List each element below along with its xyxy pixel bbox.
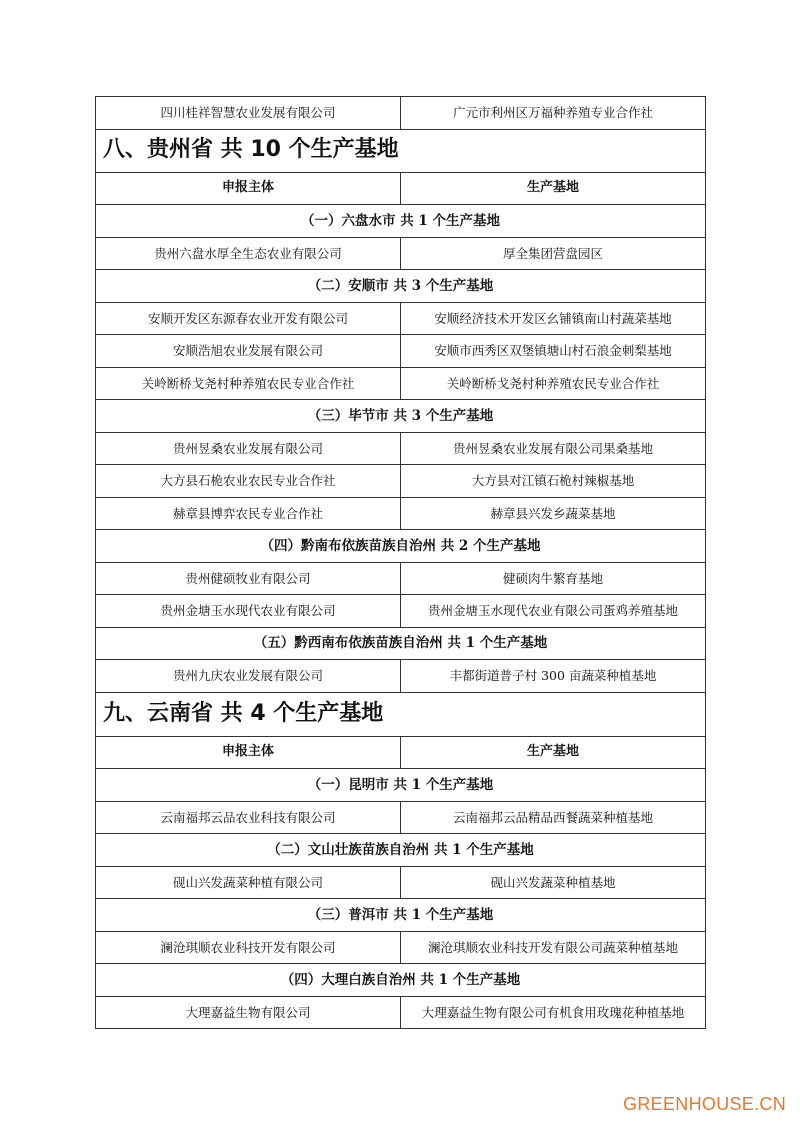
base-cell: 赫章县兴发乡蔬菜基地 [401, 497, 706, 530]
base-cell: 丰都街道普子村 300 亩蔬菜种植基地 [401, 660, 706, 693]
base-cell: 贵州金塘玉水现代农业有限公司蛋鸡养殖基地 [401, 595, 706, 628]
applicant-cell: 砚山兴发蔬菜种植有限公司 [96, 866, 401, 899]
province-heading: 八、贵州省 共 10 个生产基地 [96, 129, 706, 172]
province-heading-row [96, 692, 706, 736]
city-heading-row [96, 530, 706, 563]
applicant-cell: 贵州昱桑农业发展有限公司 [96, 432, 401, 465]
city-heading: （一）昆明市 共 1 个生产基地 [96, 769, 706, 802]
applicant-cell: 贵州六盘水厚全生态农业有限公司 [96, 237, 401, 270]
header-production-base: 生产基地 [401, 736, 706, 769]
base-cell: 厚全集团营盘园区 [401, 237, 706, 270]
table-row [96, 660, 706, 693]
applicant-cell: 安顺开发区东源春农业开发有限公司 [96, 302, 401, 335]
city-heading-row [96, 834, 706, 867]
base-cell: 健硕肉牛繁育基地 [401, 562, 706, 595]
city-heading: （三）普洱市 共 1 个生产基地 [96, 899, 706, 932]
table-row [96, 302, 706, 335]
applicant-cell: 四川桂祥智慧农业发展有限公司 [96, 97, 401, 130]
column-header-row [96, 736, 706, 769]
applicant-cell: 赫章县博弈农民专业合作社 [96, 497, 401, 530]
city-heading: （五）黔西南布依族苗族自治州 共 1 个生产基地 [96, 627, 706, 660]
city-heading-row [96, 205, 706, 238]
base-cell: 大理嘉益生物有限公司有机食用玫瑰花种植基地 [401, 996, 706, 1029]
base-cell: 砚山兴发蔬菜种植基地 [401, 866, 706, 899]
base-cell: 安顺经济技术开发区幺铺镇南山村蔬菜基地 [401, 302, 706, 335]
city-heading-row [96, 627, 706, 660]
base-cell: 关岭断桥戈尧村种养殖农民专业合作社 [401, 367, 706, 400]
city-heading: （四）大理白族自治州 共 1 个生产基地 [96, 964, 706, 997]
city-heading: （二）文山壮族苗族自治州 共 1 个生产基地 [96, 834, 706, 867]
table-body [96, 97, 706, 1029]
city-heading: （二）安顺市 共 3 个生产基地 [96, 270, 706, 303]
applicant-cell: 安顺浩旭农业发展有限公司 [96, 335, 401, 368]
applicant-cell: 大方县石桅农业农民专业合作社 [96, 465, 401, 498]
table-row [96, 97, 706, 130]
city-heading: （一）六盘水市 共 1 个生产基地 [96, 205, 706, 238]
applicant-cell: 大理嘉益生物有限公司 [96, 996, 401, 1029]
province-heading: 九、云南省 共 4 个生产基地 [96, 692, 706, 736]
table-row [96, 562, 706, 595]
table-row [96, 866, 706, 899]
table-row [96, 996, 706, 1029]
city-heading-row [96, 400, 706, 433]
city-heading-row [96, 964, 706, 997]
base-cell: 广元市利州区万福种养殖专业合作社 [401, 97, 706, 130]
city-heading: （四）黔南布依族苗族自治州 共 2 个生产基地 [96, 530, 706, 563]
table-row [96, 497, 706, 530]
base-cell: 贵州昱桑农业发展有限公司果桑基地 [401, 432, 706, 465]
table-row [96, 367, 706, 400]
base-cell: 大方县对江镇石桅村辣椒基地 [401, 465, 706, 498]
table-row [96, 931, 706, 964]
city-heading-row [96, 270, 706, 303]
table-row [96, 335, 706, 368]
production-base-table [95, 96, 706, 1029]
applicant-cell: 贵州九庆农业发展有限公司 [96, 660, 401, 693]
city-heading: （三）毕节市 共 3 个生产基地 [96, 400, 706, 433]
applicant-cell: 澜沧琪顺农业科技开发有限公司 [96, 931, 401, 964]
city-heading-row [96, 769, 706, 802]
header-production-base: 生产基地 [401, 172, 706, 205]
province-heading-row [96, 129, 706, 172]
base-cell: 安顺市西秀区双堡镇塘山村石浪金刺梨基地 [401, 335, 706, 368]
applicant-cell: 云南福邦云品农业科技有限公司 [96, 801, 401, 834]
base-cell: 云南福邦云品精品西餐蔬菜种植基地 [401, 801, 706, 834]
base-cell: 澜沧琪顺农业科技开发有限公司蔬菜种植基地 [401, 931, 706, 964]
watermark-logo: GREENHOUSE.CN [623, 1094, 786, 1114]
header-applicant: 申报主体 [96, 736, 401, 769]
table-row [96, 801, 706, 834]
column-header-row [96, 172, 706, 205]
header-applicant: 申报主体 [96, 172, 401, 205]
table-row [96, 595, 706, 628]
table-row [96, 465, 706, 498]
applicant-cell: 贵州金塘玉水现代农业有限公司 [96, 595, 401, 628]
table-row [96, 432, 706, 465]
table-row [96, 237, 706, 270]
applicant-cell: 关岭断桥戈尧村种养殖农民专业合作社 [96, 367, 401, 400]
applicant-cell: 贵州健硕牧业有限公司 [96, 562, 401, 595]
city-heading-row [96, 899, 706, 932]
